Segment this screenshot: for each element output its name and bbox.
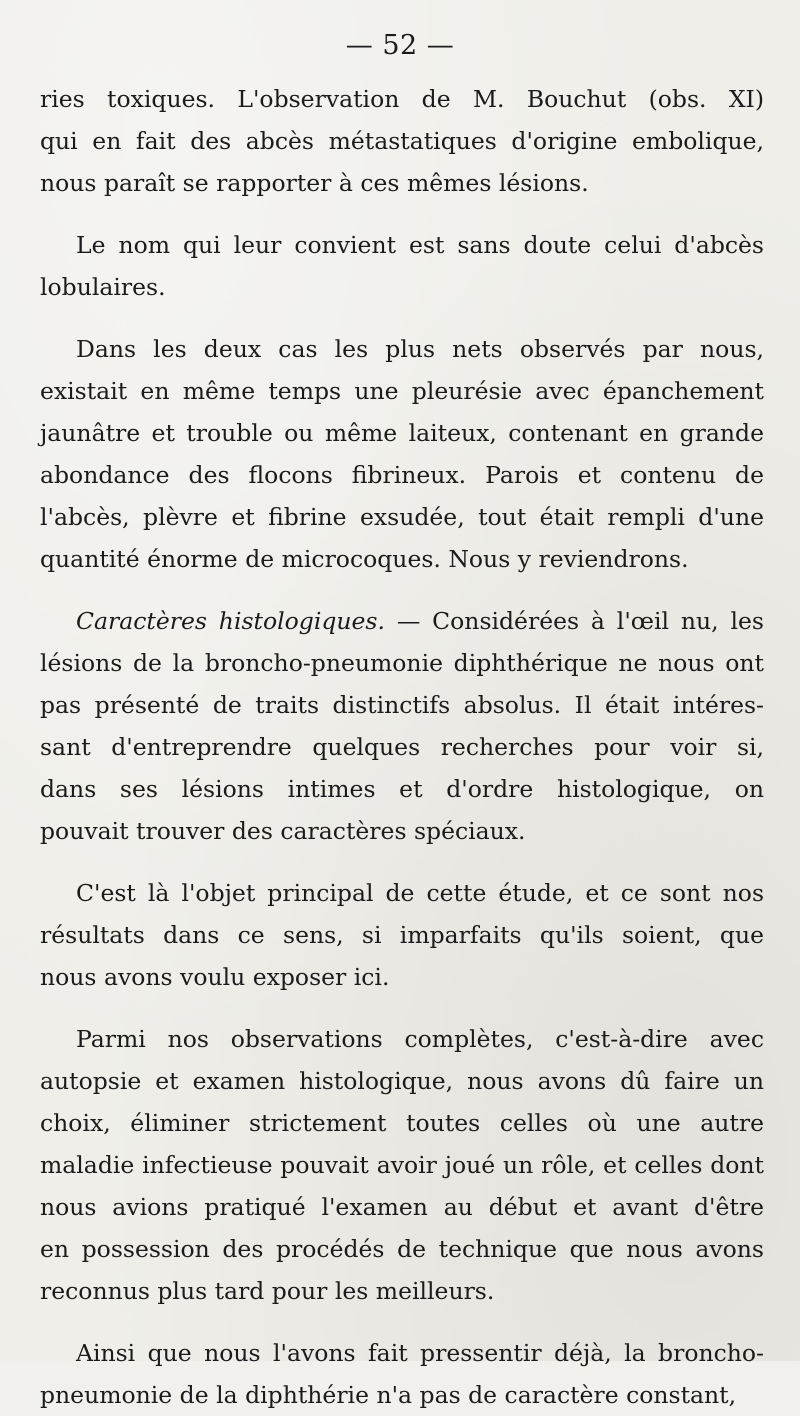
text-line <box>40 600 764 642</box>
paragraph-gap <box>40 998 764 1018</box>
text-line-content: — Considérées à l'œil nu, les <box>384 607 764 635</box>
text-line: C'est là l'objet principal de cette étude, et ce sont nos <box>76 879 764 907</box>
paragraph-gap <box>40 1312 764 1332</box>
text-line: maladie infectieuse pouvait avoir joué un rôle, et celles dont <box>40 1151 764 1179</box>
paragraph <box>40 78 764 204</box>
paragraph-gap <box>40 580 764 600</box>
text-line: dans ses lésions intimes et d'ordre histologique, on <box>40 775 764 803</box>
text-line: l'abcès, plèvre et fibrine exsudée, tout était rempli d'une <box>40 503 764 531</box>
paragraph-gap <box>40 852 764 872</box>
text-line: lésions de la broncho-pneumonie diphthérique ne nous ont <box>40 649 764 677</box>
page-number: — 52 — <box>345 30 455 61</box>
paragraph <box>40 600 764 852</box>
paragraph <box>40 1332 764 1416</box>
body-text <box>40 78 764 1416</box>
text-line: jaunâtre et trouble ou même laiteux, contenant en grande <box>40 419 764 447</box>
paragraph <box>40 328 764 580</box>
paragraph <box>40 224 764 308</box>
paragraph-gap <box>40 308 764 328</box>
text-line: qui en fait des abcès métastatiques d'origine embolique, <box>40 127 764 155</box>
text-line: sant d'entreprendre quelques recherches pour voir si, <box>40 733 764 761</box>
text-line: existait en même temps une pleurésie avec épanchement <box>40 377 764 405</box>
text-line: Dans les deux cas les plus nets observés par nous, <box>76 335 764 363</box>
text-line: résultats dans ce sens, si imparfaits qu'ils soient, que <box>40 921 764 949</box>
text-line: ries toxiques. L'observation de M. Bouchut (obs. XI) <box>40 85 764 113</box>
text-line: pouvait trouver des caractères spéciaux. <box>40 817 526 845</box>
text-line: pas présenté de traits distinctifs absolus. Il était intéres- <box>40 691 764 719</box>
text-line: autopsie et examen histologique, nous avons dû faire un <box>40 1067 764 1095</box>
text-line: nous avions pratiqué l'examen au début et avant d'être <box>40 1193 764 1221</box>
paragraph <box>40 872 764 998</box>
text-line: Ainsi que nous l'avons fait pressentir déjà, la broncho- <box>76 1339 764 1367</box>
text-line: abondance des flocons fibrineux. Parois et contenu de <box>40 461 764 489</box>
text-line: en possession des procédés de technique que nous avons <box>40 1235 764 1263</box>
text-line: choix, éliminer strictement toutes celles où une autre <box>40 1109 764 1137</box>
text-line: nous avons voulu exposer ici. <box>40 963 390 991</box>
text-line: Le nom qui leur convient est sans doute celui d'abcès <box>76 231 764 259</box>
section-heading: Caractères histologiques. <box>76 607 385 635</box>
text-line: nous paraît se rapporter à ces mêmes lésions. <box>40 169 589 197</box>
text-line: pneumonie de la diphthérie n'a pas de caractère constant, <box>40 1381 737 1409</box>
text-line: reconnus plus tard pour les meilleurs. <box>40 1277 495 1305</box>
paragraph <box>40 1018 764 1312</box>
text-line: Parmi nos observations complètes, c'est-à-dire avec <box>76 1025 764 1053</box>
paragraph-gap <box>40 204 764 224</box>
text-line: lobulaires. <box>40 273 166 301</box>
text-line: quantité énorme de microcoques. Nous y reviendrons. <box>40 545 689 573</box>
